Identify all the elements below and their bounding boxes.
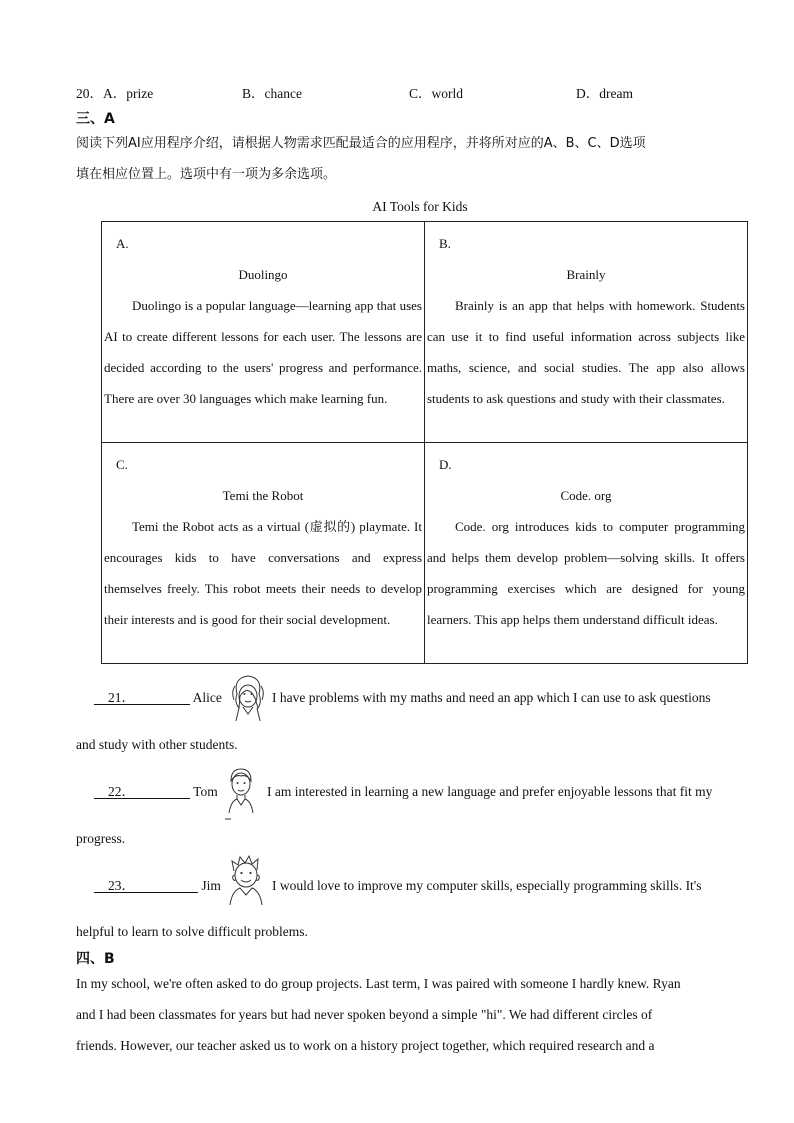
q22-number: 22． xyxy=(108,784,135,799)
section4-heading: 四、B xyxy=(76,951,115,967)
q21-need-line1: I have problems with my maths and need an app which I can use to ask questions xyxy=(272,690,711,705)
passage-line2: and I had been classmates for years but had never spoken beyond a simple "hi". We had different circles of xyxy=(76,1007,653,1022)
app-letter: D. xyxy=(439,457,452,472)
q23-person: Jim xyxy=(201,878,221,893)
q22-row xyxy=(94,782,218,802)
q23-need-line2: helpful to learn to solve difficult problems. xyxy=(76,924,308,939)
app-letter: C. xyxy=(116,457,128,472)
app-name: Temi the Robot xyxy=(222,488,304,503)
app-description: Temi the Robot acts as a virtual (虚拟的) playmate. It encourages kids to have conversations and express themselves freely. This robot meets their needs to develop their interests and is good for their social development. xyxy=(104,519,422,627)
app-name: Code. org xyxy=(560,488,612,503)
q21-person: Alice xyxy=(192,690,222,705)
app-letter: A. xyxy=(116,236,129,251)
q23-row xyxy=(94,876,221,896)
app-name: Brainly xyxy=(566,267,606,282)
q20-option-c: C．world xyxy=(409,86,463,101)
q20-number: 20． xyxy=(76,86,103,101)
q20-option-b: B．chance xyxy=(242,86,302,101)
q20-number-and-option-a xyxy=(76,82,153,102)
tom-avatar-icon xyxy=(223,765,259,821)
app-cell-b xyxy=(425,222,748,443)
section3-heading: 三、A xyxy=(76,111,115,127)
q21-answer-blank[interactable] xyxy=(94,688,190,705)
q22-need-line1: I am interested in learning a new language and prefer enjoyable lessons that fit my xyxy=(267,784,713,799)
q20-option-a: A．prize xyxy=(103,86,154,101)
table-title: AI Tools for Kids xyxy=(372,199,468,214)
q22-need-line2: progress. xyxy=(76,831,126,846)
app-description: Code. org introduces kids to computer programming and helps them develop problem—solving skills. It offers programming exercises which are designed for young learners. This app helps them understand difficult ideas. xyxy=(427,519,745,627)
q22-person: Tom xyxy=(193,784,218,799)
app-letter: B. xyxy=(439,236,451,251)
q20-option-d: D．dream xyxy=(576,86,633,101)
section3-instruction-line2: 填在相应位置上。选项中有一项为多余选项。 xyxy=(76,167,337,182)
app-description: Duolingo is a popular language—learning app that uses AI to create different lessons for each user. The lessons are decided according to the users' progress and performance. There are over 30 languages which make learning fun. xyxy=(104,298,422,406)
app-name: Duolingo xyxy=(238,267,288,282)
jim-avatar-icon xyxy=(224,853,268,907)
passage-line3: friends. However, our teacher asked us to work on a history project together, which required research and a xyxy=(76,1038,655,1053)
section3-instruction-line1: 阅读下列AI应用程序介绍，请根据人物需求匹配最适合的应用程序，并将所对应的A、B、C、D选项 xyxy=(76,136,646,151)
ai-tools-table xyxy=(101,221,748,664)
q22-answer-blank[interactable] xyxy=(94,782,190,799)
app-cell-d xyxy=(425,443,748,664)
q23-answer-blank[interactable] xyxy=(94,876,198,893)
app-cell-a xyxy=(102,222,425,443)
q21-need-line2: and study with other students. xyxy=(76,737,238,752)
app-description: Brainly is an app that helps with homework. Students can use it to find useful information across subjects like maths, science, and social studies. The app also allows students to ask questions and study with their classmates. xyxy=(427,298,745,406)
q23-need-line1: I would love to improve my computer skills, especially programming skills. It's xyxy=(272,878,702,893)
app-cell-c xyxy=(102,443,425,664)
q21-row xyxy=(94,688,222,708)
q23-number: 23． xyxy=(108,878,135,893)
q21-number: 21． xyxy=(108,690,135,705)
passage-line1: In my school, we're often asked to do group projects. Last term, I was paired with someone I hardly knew. Ryan xyxy=(76,976,681,991)
alice-avatar-icon xyxy=(229,672,267,722)
